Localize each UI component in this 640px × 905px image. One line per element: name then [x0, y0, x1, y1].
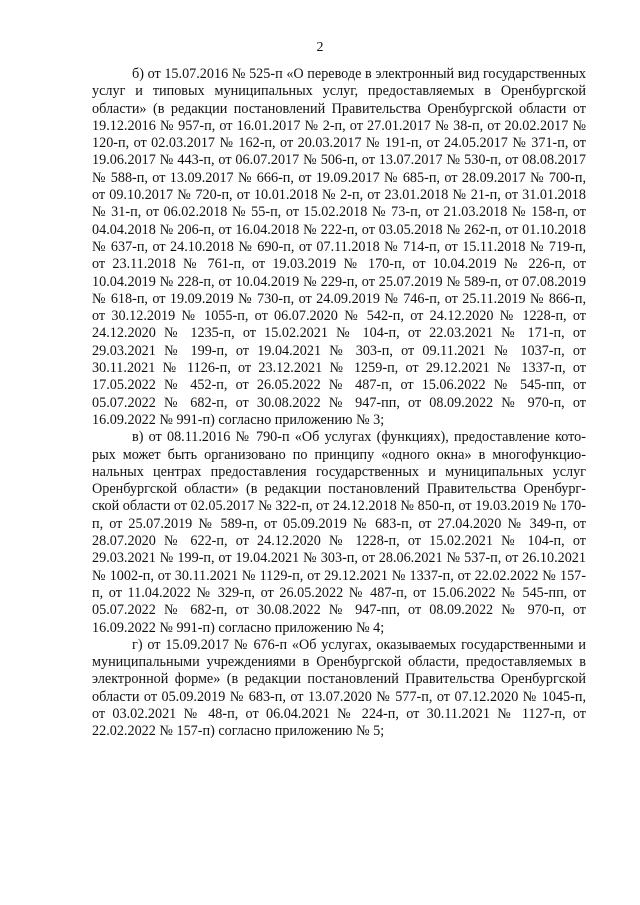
paragraph-v: в) от 08.11.2016 № 790-п «Об услугах (функциях), предоставление которых может быть организовано по принципу «одного окна» в многофункциональных центрах предоставления государственных и муниципальных услуг Оренбургской области» (в редакции постановлений Правительства Оренбургской области от 02.05.2017 № 322-п, от 24.12.2018 № 850-п, от 19.03.2019 № 170-п, от 25.07.2019 № 589-п, от 05.09.2019 № 683-п, от 27.04.2020 № 349-п, от 28.07.2020 № 622-п, от 24.12.2020 № 1228-п, от 15.02.2021 № 104-п, от 29.03.2021 № 199-п, от 19.04.2021 № 303-п, от 28.06.2021 № 537-п, от 26.10.2021 № 1002-п, от 30.11.2021 № 1129-п, от 29.12.2021 № 1337-п, от 22.02.2022 № 157-п, от 11.04.2022 № 329-п, от 26.05.2022 № 487-п, от 15.06.2022 № 545-пп, от 05.07.2022 № 682-п, от 30.08.2022 № 947-пп, от 08.09.2022 № 970-п, от 16.09.2022 № 991-п) согласно приложению № 4; [92, 429, 586, 636]
document-body [92, 66, 586, 741]
page-number: 2 [316, 40, 324, 55]
paragraph-b: б) от 15.07.2016 № 525-п «О переводе в электронный вид государственных услуг и типовых муниципальных услуг, предоставляемых в Оренбургской области» (в редакции постановлений Правительства Оренбургской области от 19.12.2016 № 957-п, от 16.01.2017 № 2-п, от 27.01.2017 № 38-п, от 20.02.2017 № 120-п, от 02.03.2017 № 162-п, от 20.03.2017 № 191-п, от 24.05.2017 № 371-п, от 19.06.2017 № 443-п, от 06.07.2017 № 506-п, от 13.07.2017 № 530-п, от 08.08.2017 № 588-п, от 13.09.2017 № 666-п, от 19.09.2017 № 685-п, от 28.09.2017 № 700-п, от 09.10.2017 № 720-п, от 10.01.2018 № 2-п, от 23.01.2018 № 21-п, от 31.01.2018 № 31-п, от 06.02.2018 № 55-п, от 15.02.2018 № 73-п, от 21.03.2018 № 158-п, от 04.04.2018 № 206-п, от 16.04.2018 № 222-п, от 03.05.2018 № 262-п, от 01.10.2018 № 637-п, от 24.10.2018 № 690-п, от 07.11.2018 № 714-п, от 15.11.2018 № 719-п, от 23.11.2018 № 761-п, от 19.03.2019 № 170-п, от 10.04.2019 № 226-п, от 10.04.2019 № 228-п, от 10.04.2019 № 229-п, от 25.07.2019 № 589-п, от 07.08.2019 № 618-п, от 19.09.2019 № 730-п, от 24.09.2019 № 746-п, от 25.11.2019 № 866-п, от 30.12.2019 № 1055-п, от 06.07.2020 № 542-п, от 24.12.2020 № 1228-п, от 24.12.2020 № 1235-п, от 15.02.2021 № 104-п, от 22.03.2021 № 171-п, от 29.03.2021 № 199-п, от 19.04.2021 № 303-п, от 09.11.2021 № 1037-п, от 30.11.2021 № 1126-п, от 23.12.2021 № 1259-п, от 29.12.2021 № 1337-п, от 17.05.2022 № 452-п, от 26.05.2022 № 487-п, от 15.06.2022 № 545-пп, от 05.07.2022 № 682-п, от 30.08.2022 № 947-пп, от 08.09.2022 № 970-п, от 16.09.2022 № 991-п) согласно приложению № 3; [92, 66, 586, 428]
paragraph-g: г) от 15.09.2017 № 676-п «Об услугах, оказываемых государственными и муниципальными учреждениями в Оренбургской области, предоставляемых в электронной форме» (в редакции постановлений Правительства Оренбургской области от 05.09.2019 № 683-п, от 13.07.2020 № 577-п, от 07.12.2020 № 1045-п, от 03.02.2021 № 48-п, от 06.04.2021 № 224-п, от 30.11.2021 № 1127-п, от 22.02.2022 № 157-п) согласно приложению № 5; [92, 636, 586, 740]
